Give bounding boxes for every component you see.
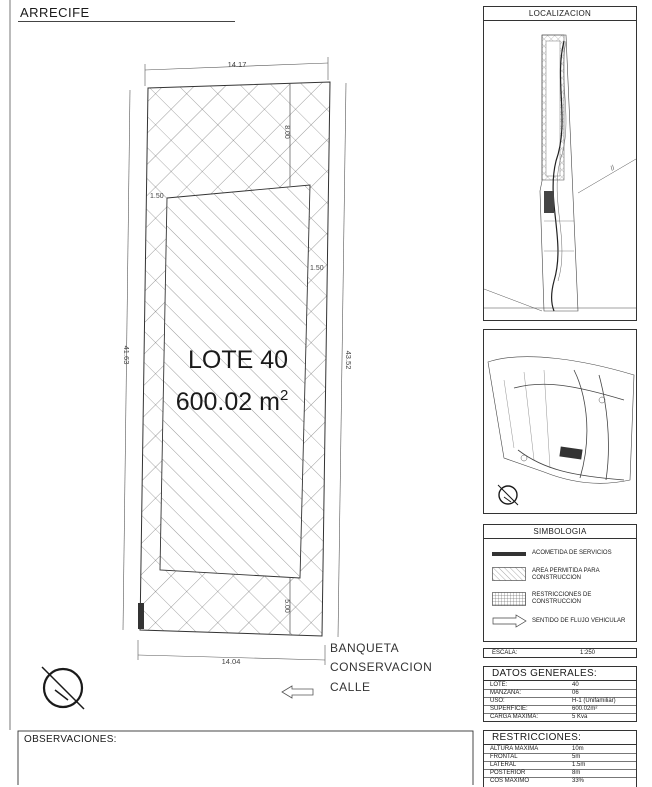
street-label-banqueta: BANQUETA: [330, 641, 400, 655]
legend-label-services: ACOMETIDA DE SERVICIOS: [532, 550, 612, 556]
dim-rear-setback: 8.00: [283, 125, 290, 139]
simbologia-title: SIMBOLOGIA: [484, 525, 636, 539]
table-row: POSTERIOR 8m: [484, 769, 636, 778]
table-row: USO: H-1 (Unifamiliar): [484, 697, 636, 706]
dim-right: 43.52: [344, 350, 353, 370]
escala-value: 1:250: [580, 650, 596, 656]
legend-label-permitted: AREA PERMITIDA PARA CONSTRUCCION: [532, 568, 600, 581]
table-row: COS MAXIMO 33%: [490, 778, 585, 784]
site-map: [484, 330, 636, 513]
dim-left: 41.63: [122, 345, 131, 365]
datos-generales-table: [484, 681, 636, 721]
svg-text://: //: [609, 164, 617, 173]
lot-label: LOTE 40: [187, 346, 289, 374]
dim-lateral-right: 1.50: [310, 265, 324, 272]
street-label-calle: CALLE: [330, 680, 371, 694]
dim-top: 14.17: [227, 60, 247, 69]
restricciones-table: [484, 745, 636, 785]
observaciones-label: OBSERVACIONES:: [24, 734, 117, 745]
service-line-icon: [492, 552, 526, 556]
diagonal-hatch-icon: [492, 567, 526, 581]
dim-front-setback: 5.00: [283, 599, 290, 613]
localizacion-panel: [483, 6, 637, 321]
dim-lateral-left: 1.50: [150, 193, 164, 200]
table-row: MANZANA: 06: [484, 689, 636, 698]
north-arrow-icon: [42, 667, 84, 709]
dim-bottom: 14.04: [221, 657, 241, 666]
table-row: LATERAL 1.5m: [484, 761, 636, 770]
site-map-panel: [483, 329, 637, 514]
restricciones-title: RESTRICCIONES:: [492, 732, 582, 743]
grid-hatch-icon: [492, 592, 526, 606]
arrow-right-icon: [492, 614, 528, 628]
table-row: FRONTAL 5m: [484, 753, 636, 762]
traffic-flow-arrow-icon: [282, 686, 313, 698]
site-map-north-icon: [498, 485, 518, 505]
table-row: ALTURA MAXIMA 10m: [484, 745, 636, 754]
legend-label-flow: SENTIDO DE FLUJO VEHICULAR: [532, 618, 626, 624]
escala-box: [483, 648, 637, 658]
page-title: ARRECIFE: [20, 5, 90, 20]
localizacion-map: [484, 21, 636, 320]
escala-label: ESCALA:: [492, 650, 518, 656]
localizacion-title: LOCALIZACION: [484, 7, 636, 21]
title-underline: [18, 21, 235, 22]
legend-label-restrictions: RESTRICCIONES DE CONSTRUCCION: [532, 592, 592, 605]
simbologia-panel: [483, 524, 637, 642]
table-row: SUPERFICIE: 600.02m²: [484, 705, 636, 714]
table-row: LOTE: 40: [484, 681, 636, 690]
restricciones-panel: [483, 730, 637, 787]
street-label-conservacion: CONSERVACION: [330, 660, 433, 674]
lot-area: 600.02 $m^2$: [175, 387, 289, 416]
table-row: CARGA MAXIMA: 5 Kva: [490, 714, 588, 720]
datos-generales-panel: [483, 666, 637, 722]
datos-generales-title: DATOS GENERALES:: [492, 668, 598, 679]
